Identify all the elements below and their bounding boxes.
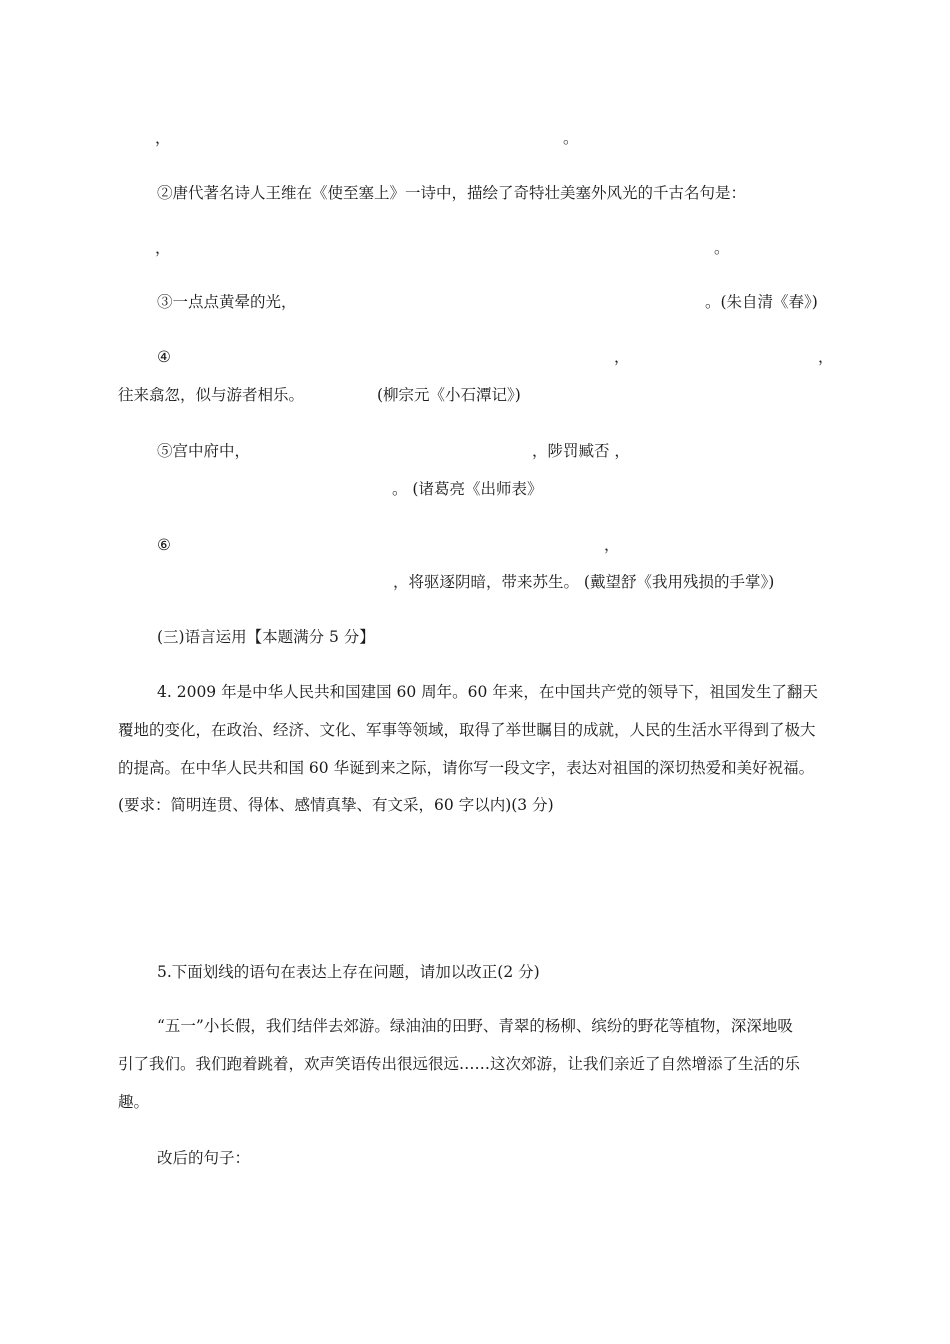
q5-para-line-2: 引了我们。我们跑着跳着，欢声笑语传出很远很远……这次郊游，让我们亲近了自然增添了生活的乐 bbox=[118, 1055, 801, 1073]
q5-prompt: 5.下面划线的语句在表达上存在问题，请加以改正(2 分) bbox=[157, 963, 540, 981]
item-6-comma: ， bbox=[604, 536, 620, 554]
item-4-comma-2: ， bbox=[818, 348, 834, 366]
item-4-source: (柳宗元《小石潭记》) bbox=[377, 386, 521, 404]
q4-line-1: 4. 2009 年是中华人民共和国建国 60 周年。60 年来，在中国共产党的领导下，祖国发生了翻天 bbox=[157, 683, 818, 701]
item-5-start: ⑤宫中府中， bbox=[157, 442, 251, 460]
item-4-comma-1: ， bbox=[614, 348, 630, 366]
item-3-start: ③一点点黄晕的光， bbox=[157, 293, 297, 311]
item-6-end: ，将驱逐阴暗，带来苏生。 (戴望舒《我用残损的手掌》) bbox=[393, 573, 775, 591]
q4-line-3: 的提高。在中华人民共和国 60 华诞到来之际，请你写一段文字，表达对祖国的深切热爱和美好祝福。 bbox=[118, 759, 815, 777]
item-5-end: 。 (诸葛亮《出师表》 bbox=[392, 480, 543, 498]
item-2-blank-comma: ， bbox=[155, 239, 171, 257]
q4-line-4: (要求：简明连贯、得体、感情真挚、有文采，60 字以内)(3 分) bbox=[118, 796, 554, 814]
item-4-marker: ④ bbox=[157, 348, 171, 366]
item-2-blank-period: 。 bbox=[714, 239, 730, 257]
q5-para-line-1: “五一”小长假，我们结伴去郊游。绿油油的田野、青翠的杨柳、缤纷的野花等植物，深深地吸 bbox=[157, 1017, 793, 1035]
q5-para-line-3: 趣。 bbox=[118, 1093, 150, 1111]
blank-comma: ， bbox=[155, 129, 171, 147]
item-2-prompt: ②唐代著名诗人王维在《使至塞上》一诗中，描绘了奇特壮美塞外风光的千古名句是： bbox=[157, 184, 747, 202]
item-5-middle: ，陟罚臧否 ， bbox=[532, 442, 630, 460]
blank-period: 。 bbox=[563, 129, 579, 147]
item-3-end: 。(朱自清《春》) bbox=[705, 293, 818, 311]
item-4-line-2: 往来翕忽，似与游者相乐。 bbox=[118, 386, 305, 404]
section-heading: (三)语言运用【本题满分 5 分】 bbox=[157, 628, 375, 646]
q5-answer-label: 改后的句子： bbox=[157, 1149, 251, 1167]
item-6-marker: ⑥ bbox=[157, 536, 171, 554]
q4-line-2: 覆地的变化，在政治、经济、文化、军事等领域，取得了举世瞩目的成就，人民的生活水平得到了极大 bbox=[118, 721, 816, 739]
